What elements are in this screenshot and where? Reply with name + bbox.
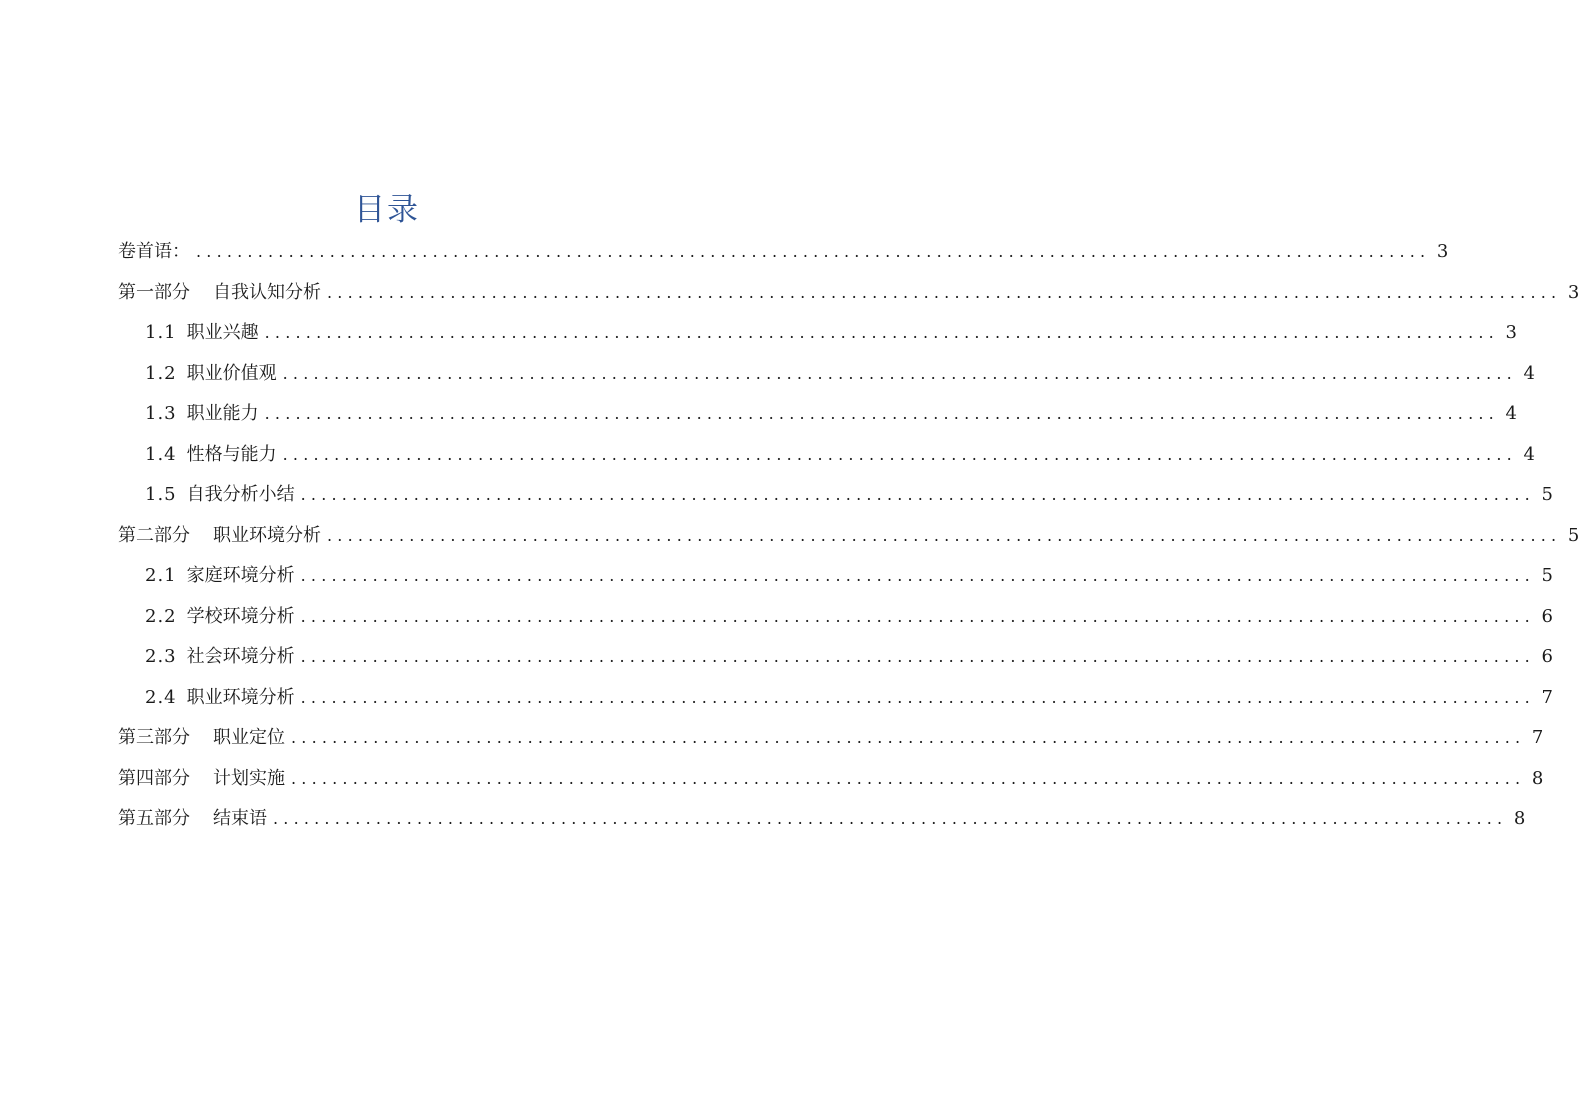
toc-page-number: 3 (1505, 322, 1517, 343)
toc-page-number: 7 (1531, 727, 1544, 748)
toc-entry-number: 2.4 (145, 686, 177, 708)
toc-entry-label (118, 232, 190, 273)
toc-entry-number: 1.2 (145, 362, 177, 384)
toc-entry-section-1-3[interactable] (118, 394, 1517, 435)
toc-entry-part-4[interactable] (118, 759, 1544, 800)
toc-dot-leader: ........................................................................................................................ (282, 363, 1517, 383)
toc-entry-part: 第五部分 (118, 808, 190, 829)
toc-entry-section-1-4[interactable] (118, 435, 1535, 476)
toc-entry-text: 自我认知分析 (213, 281, 321, 303)
toc-page-number: 4 (1505, 403, 1517, 424)
toc-page-number: 5 (1541, 484, 1553, 505)
toc-entry-label (145, 597, 295, 638)
toc-page-number: 6 (1541, 646, 1553, 667)
toc-page-number: 7 (1541, 686, 1553, 708)
toc-entry-section-1-1[interactable] (118, 313, 1517, 354)
toc-entry-label (145, 354, 277, 395)
toc-entry-label (145, 556, 295, 597)
toc-entry-label (118, 718, 285, 759)
toc-dot-leader: ........................................................................................................................ (300, 566, 1535, 585)
toc-entry-text: 性格与能力 (186, 443, 277, 465)
toc-title: 目录 (354, 192, 420, 228)
toc-dot-leader: ........................................................................................................................ (273, 809, 1508, 828)
toc-entry-part-5[interactable] (118, 799, 1526, 840)
toc-entry-part: 第二部分 (118, 524, 190, 546)
toc-entry-number: 2.2 (145, 605, 177, 627)
toc-entry-section-2-2[interactable] (118, 597, 1553, 638)
toc-list (118, 232, 1579, 840)
toc-entry-text: 职业环境分析 (186, 686, 295, 708)
toc-entry-text: 职业价值观 (186, 362, 277, 384)
toc-entry-part: 第四部分 (118, 767, 190, 789)
toc-page-number: 5 (1541, 565, 1553, 586)
toc-page-number: 4 (1523, 362, 1535, 384)
toc-entry-section-2-3[interactable] (118, 637, 1553, 678)
toc-dot-leader: ........................................................................................................................ (291, 728, 1526, 747)
toc-dot-leader: ........................................................................................................................ (300, 647, 1535, 666)
toc-entry-part: 第一部分 (118, 281, 190, 303)
toc-entry-text: 职业环境分析 (213, 524, 321, 546)
toc-page-number: 3 (1567, 281, 1579, 303)
toc-dot-leader: ........................................................................................................................ (300, 485, 1535, 504)
toc-dot-leader: ........................................................................................................................ (291, 768, 1526, 788)
toc-page-number: 6 (1541, 605, 1553, 627)
toc-entry-label (118, 516, 321, 557)
toc-entry-label (145, 678, 295, 719)
toc-dot-leader: ........................................................................................................................ (300, 687, 1535, 707)
toc-entry-label (118, 759, 285, 800)
toc-entry-label (118, 273, 321, 314)
toc-entry-text: 学校环境分析 (186, 605, 295, 627)
toc-entry-number: 1.4 (145, 443, 177, 465)
toc-entry-label (118, 799, 267, 840)
toc-entry-text: 结束语 (213, 808, 267, 829)
toc-entry-text: 社会环境分析 (186, 646, 295, 667)
toc-page-number: 8 (1513, 808, 1526, 829)
toc-page-number: 3 (1436, 241, 1449, 262)
toc-entry-part-1[interactable] (118, 273, 1579, 314)
toc-entry-part: 卷首语： (118, 241, 190, 262)
toc-dot-leader: ........................................................................................................................ (264, 323, 1499, 342)
toc-dot-leader: ........................................................................................................................ (327, 282, 1562, 302)
toc-entry-number: 1.1 (145, 322, 177, 343)
toc-entry-label (145, 313, 259, 354)
toc-entry-preface[interactable] (118, 232, 1449, 273)
toc-entry-number: 1.3 (145, 403, 177, 424)
toc-page-number: 8 (1531, 767, 1544, 789)
toc-entry-part-2[interactable] (118, 516, 1579, 557)
toc-entry-text: 计划实施 (213, 767, 285, 789)
toc-entry-text: 职业能力 (186, 403, 259, 424)
toc-dot-leader: ........................................................................................................................ (282, 444, 1517, 464)
toc-dot-leader: ........................................................................................................................ (196, 242, 1431, 261)
toc-entry-label (145, 435, 277, 476)
toc-page-number: 5 (1567, 524, 1579, 546)
toc-entry-part: 第三部分 (118, 727, 190, 748)
toc-entry-number: 2.3 (145, 646, 177, 667)
toc-entry-number: 1.5 (145, 484, 177, 505)
toc-entry-part-3[interactable] (118, 718, 1544, 759)
toc-entry-section-1-5[interactable] (118, 475, 1553, 516)
toc-entry-section-2-1[interactable] (118, 556, 1553, 597)
toc-entry-number: 2.1 (145, 565, 177, 586)
toc-entry-label (145, 394, 259, 435)
toc-entry-section-1-2[interactable] (118, 354, 1535, 395)
toc-entry-text: 职业兴趣 (186, 322, 259, 343)
toc-entry-text: 职业定位 (213, 727, 285, 748)
toc-entry-text: 自我分析小结 (186, 484, 295, 505)
toc-entry-text: 家庭环境分析 (186, 565, 295, 586)
toc-page-number: 4 (1523, 443, 1535, 465)
toc-entry-label (145, 637, 295, 678)
toc-entry-section-2-4[interactable] (118, 678, 1553, 719)
toc-dot-leader: ........................................................................................................................ (300, 606, 1535, 626)
toc-dot-leader: ........................................................................................................................ (264, 404, 1499, 423)
toc-dot-leader: ........................................................................................................................ (327, 525, 1562, 545)
toc-entry-label (145, 475, 295, 516)
